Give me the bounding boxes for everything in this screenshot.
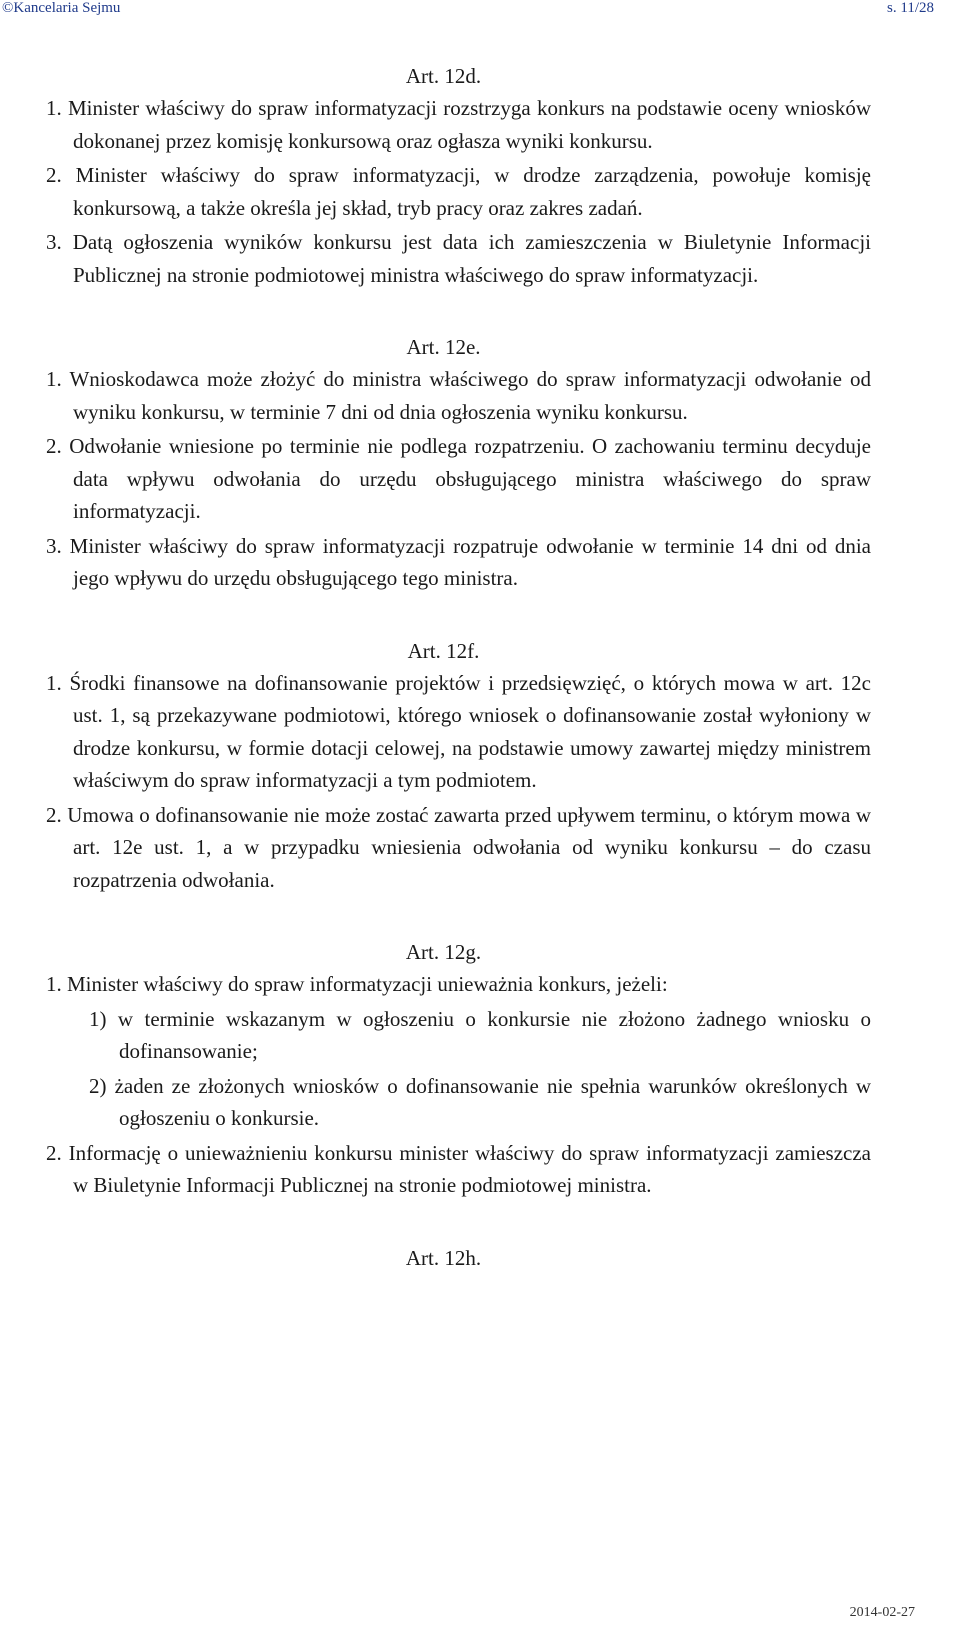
paragraph-text: Odwołanie wniesione po terminie nie podlega rozpatrzeniu. O zachowaniu terminu decyduje data wpływu odwołania do urzędu obsługującego ministra właściwego do spraw informatyzacji. [69, 434, 871, 523]
article-title: Art. 12d. [405, 64, 482, 88]
paragraph [46, 226, 871, 291]
paragraph-text: Datą ogłoszenia wyników konkursu jest data ich zamieszczenia w Biuletynie Informacji Publicznej na stronie podmiotowej ministra właściwego do spraw informatyzacji. [72, 230, 871, 287]
article-title: Art. 12h. [405, 1245, 482, 1270]
article-title: Art. 12e. [406, 335, 481, 359]
paragraph-number: 3. [46, 230, 62, 254]
paragraph-number: 1. [46, 670, 62, 695]
paragraph [46, 530, 871, 595]
paragraph-text: Minister właściwy do spraw informatyzacji unieważnia konkurs, jeżeli: [67, 972, 668, 996]
paragraph-text: Minister właściwy do spraw informatyzacji rozpatruje odwołanie w terminie 14 dni od dnia jego wpływu do urzędu obsługującego tego ministra. [69, 533, 872, 590]
paragraph-number: 2. [46, 163, 62, 187]
article-title: Art. 12g. [405, 940, 482, 964]
paragraph-number: 1. [46, 96, 62, 120]
article-12e [46, 331, 871, 595]
paragraph-number: 3. [46, 533, 62, 558]
paragraph [46, 430, 871, 528]
item-text: w terminie wskazanym w ogłoszeniu o konkursie nie złożono żadnego wniosku o dofinansowanie; [117, 1006, 871, 1063]
paragraph-number: 2. [46, 802, 62, 827]
paragraph [46, 667, 871, 797]
article-12f [46, 635, 871, 897]
item-number: 2) [89, 1073, 107, 1098]
item-number: 1) [89, 1006, 107, 1031]
paragraph-text: Minister właściwy do spraw informatyzacji, w drodze zarządzenia, powołuje komisję konkursową, a także określa jej skład, tryb pracy oraz zakres zadań. [73, 163, 871, 220]
header-source: ©Kancelaria Sejmu [2, 0, 121, 16]
article-12g [46, 936, 871, 1202]
paragraph [46, 92, 871, 157]
paragraph-number: 1. [46, 367, 62, 391]
article-12d [46, 60, 871, 291]
article-title: Art. 12f. [407, 638, 480, 663]
paragraph [46, 159, 871, 224]
paragraph-number: 2. [46, 434, 62, 458]
footer-date: 2014-02-27 [849, 1605, 915, 1620]
paragraph-number: 1. [46, 972, 62, 996]
page-header [0, 0, 960, 22]
paragraph-text: Minister właściwy do spraw informatyzacji rozstrzyga konkurs na podstawie oceny wniosków dokonanej przez komisję konkursową oraz ogłasza wyniki konkursu. [68, 96, 872, 153]
paragraph-text: Wnioskodawca może złożyć do ministra właściwego do spraw informatyzacji odwołanie od wyniku konkursu, w terminie 7 dni od dnia ogłoszenia wyniku konkursu. [69, 367, 871, 424]
paragraph-number: 2. [46, 1140, 62, 1165]
list-item [89, 1003, 871, 1068]
paragraph [46, 968, 871, 1001]
paragraph [46, 1137, 871, 1202]
item-text: żaden ze złożonych wniosków o dofinansowanie nie spełnia warunków określonych w ogłoszeniu o konkursie. [114, 1073, 871, 1130]
list-item [89, 1070, 871, 1135]
article-12h [46, 1242, 871, 1274]
document-body [46, 60, 871, 1314]
page-number: s. 11/28 [887, 0, 934, 16]
paragraph [46, 799, 871, 897]
paragraph-text: Informację o unieważnieniu konkursu minister właściwy do spraw informatyzacji zamieszcza w Biuletynie Informacji Publicznej na stronie podmiotowej ministra. [68, 1140, 871, 1197]
paragraph-text: Środki finansowe na dofinansowanie projektów i przedsięwzięć, o których mowa w art. 12c ust. 1, są przekazywane podmiotowi, którego wniosek o dofinansowanie został wyłoniony w drodze konkursu, w formie dotacji celowej, na podstawie umowy zawartej między ministrem właściwym do spraw informatyzacji a tym podmiotem. [69, 670, 871, 792]
paragraph [46, 363, 871, 428]
paragraph-text: Umowa o dofinansowanie nie może zostać zawarta przed upływem terminu, o którym mowa w art. 12e ust. 1, a w przypadku wniesienia odwołania od wyniku konkursu – do czasu rozpatrzenia odwołania. [67, 802, 871, 892]
